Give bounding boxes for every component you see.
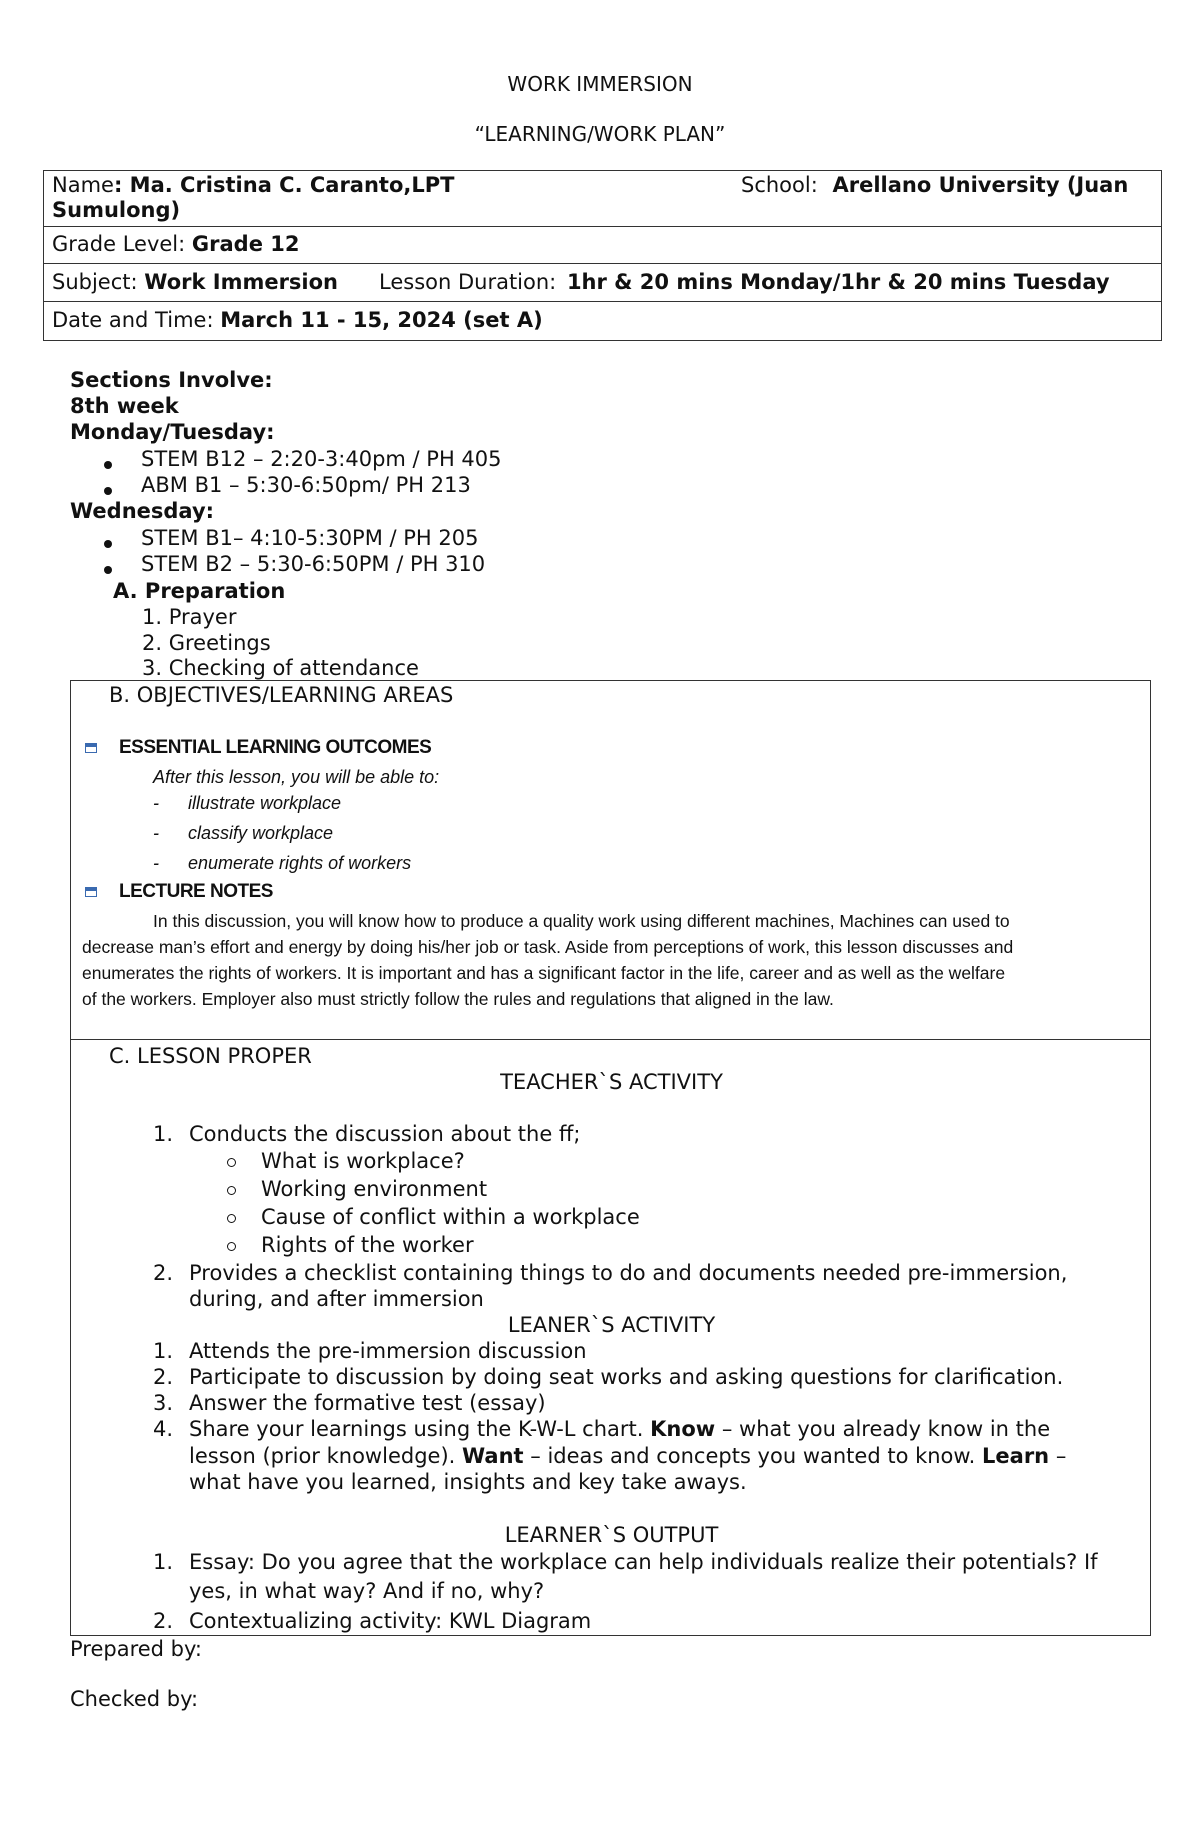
bullet-icon <box>104 461 112 469</box>
teacher-subitem: Working environment <box>261 1177 488 1201</box>
learner-heading: LEANER`S ACTIVITY <box>507 1313 716 1337</box>
preparation-item: 2. Greetings <box>142 631 271 655</box>
notes-line: enumerates the rights of workers. It is important and has a significant factor in the life, career and as well as the welfare <box>82 963 1006 983</box>
circle-bullet-icon <box>227 1242 236 1251</box>
info-table <box>43 170 1162 341</box>
name-continuation: Sumulong) <box>52 198 181 222</box>
kwl-text: – <box>1055 1444 1067 1468</box>
notes-line: decrease man’s effort and energy by doing his/her job or task. Aside from perceptions of work, this lesson discusses and <box>82 937 1014 957</box>
grade-label: Grade Level: <box>52 232 186 256</box>
kwl-text: lesson (prior knowledge). <box>189 1444 456 1468</box>
name-row <box>44 171 1161 226</box>
teacher-subitem: Cause of conflict within a workplace <box>261 1205 640 1229</box>
school-label: School: <box>741 173 818 197</box>
kwl-learn: Learn <box>982 1444 1050 1468</box>
subject-value: Work Immersion <box>144 270 339 294</box>
preparation-heading: A. Preparation <box>113 579 286 603</box>
preparation-item: 1. Prayer <box>142 605 237 629</box>
circle-bullet-icon <box>227 1158 236 1167</box>
preparation-item: 3. Checking of attendance <box>142 656 419 680</box>
bullet-icon <box>104 566 112 574</box>
circle-bullet-icon <box>227 1186 236 1195</box>
learner-item: Participate to discussion by doing seat works and asking questions for clarification. <box>189 1365 1064 1389</box>
day2-item: STEM B2 – 5:30-6:50PM / PH 310 <box>141 552 486 576</box>
notes-line: In this discussion, you will know how to produce a quality work using different machines, Machines can used to <box>153 911 1010 931</box>
document-subtitle: “LEARNING/WORK PLAN” <box>474 122 726 146</box>
kwl-text: Share your learnings using the K-W-L chart. <box>189 1417 644 1441</box>
checked-by: Checked by: <box>70 1687 199 1711</box>
elo-intro: After this lesson, you will be able to: <box>153 767 440 787</box>
teacher-heading: TEACHER`S ACTIVITY <box>500 1070 723 1094</box>
elo-item: illustrate workplace <box>188 793 342 813</box>
elo-item: enumerate rights of workers <box>188 853 412 873</box>
dash-marker: - <box>153 793 159 813</box>
bullet-icon <box>104 540 112 548</box>
list-number: 2. <box>153 1365 174 1389</box>
subject-label: Subject: <box>52 270 138 294</box>
grade-value: Grade 12 <box>191 232 300 256</box>
list-box-icon <box>85 743 97 753</box>
list-number: 1. <box>153 1550 174 1574</box>
duration-label: Lesson Duration: <box>379 270 557 294</box>
list-number: 1. <box>153 1339 174 1363</box>
circle-bullet-icon <box>227 1214 236 1223</box>
elo-heading: ESSENTIAL LEARNING OUTCOMES <box>119 737 432 758</box>
objectives-heading: B. OBJECTIVES/LEARNING AREAS <box>109 683 454 707</box>
list-number: 4. <box>153 1417 174 1441</box>
dash-marker: - <box>153 853 159 873</box>
kwl-text: – what you already know in the <box>721 1417 1051 1441</box>
date-value: March 11 - 15, 2024 (set A) <box>220 308 543 332</box>
teacher-subitem: What is workplace? <box>261 1149 465 1173</box>
school-value: Arellano University (Juan <box>832 173 1129 197</box>
list-number: 2. <box>153 1609 174 1633</box>
output-item-cont: yes, in what way? And if no, why? <box>189 1579 545 1603</box>
learner-item: Answer the formative test (essay) <box>189 1391 546 1415</box>
list-number: 2. <box>153 1261 174 1285</box>
learner-item-cont <box>189 1444 1066 1468</box>
learner-item <box>189 1417 1050 1441</box>
prepared-by: Prepared by: <box>70 1637 202 1661</box>
bullet-icon <box>104 487 112 495</box>
learner-item: Attends the pre-immersion discussion <box>189 1339 587 1363</box>
elo-item: classify workplace <box>188 823 334 843</box>
output-item: Contextualizing activity: KWL Diagram <box>189 1609 592 1633</box>
teacher-item-cont: during, and after immersion <box>189 1287 484 1311</box>
document-title: WORK IMMERSION <box>507 72 693 96</box>
date-label: Date and Time: <box>52 308 214 332</box>
day2-heading: Wednesday: <box>70 499 215 523</box>
lesson-box <box>70 1039 1151 1636</box>
kwl-want: Want <box>462 1444 524 1468</box>
list-number: 1. <box>153 1122 174 1146</box>
grade-row <box>44 226 1161 263</box>
sections-week: 8th week <box>70 394 179 418</box>
teacher-item: Provides a checklist containing things to do and documents needed pre-immersion, <box>189 1261 1068 1285</box>
sections-title: Sections Involve: <box>70 368 273 392</box>
name-label: Name <box>52 173 114 197</box>
list-number: 3. <box>153 1391 174 1415</box>
day1-item: ABM B1 – 5:30-6:50pm/ PH 213 <box>141 473 471 497</box>
kwl-text: – ideas and concepts you wanted to know. <box>530 1444 976 1468</box>
teacher-subitem: Rights of the worker <box>261 1233 474 1257</box>
date-row <box>44 301 1161 340</box>
notes-line: of the workers. Employer also must strictly follow the rules and regulations that aligned in the law. <box>82 989 834 1009</box>
learner-item-cont: what have you learned, insights and key take aways. <box>189 1470 747 1494</box>
lesson-heading: C. LESSON PROPER <box>109 1044 312 1068</box>
notes-heading: LECTURE NOTES <box>119 881 273 902</box>
output-heading: LEARNER`S OUTPUT <box>504 1523 719 1547</box>
objectives-box <box>70 680 1151 1040</box>
output-item: Essay: Do you agree that the workplace can help individuals realize their potentials? If <box>189 1550 1098 1574</box>
day2-item: STEM B1– 4:10-5:30PM / PH 205 <box>141 526 479 550</box>
duration-value: 1hr & 20 mins Monday/1hr & 20 mins Tuesday <box>566 270 1110 294</box>
teacher-item: Conducts the discussion about the ff; <box>189 1122 581 1146</box>
name-value: : Ma. Cristina C. Caranto,LPT <box>113 173 455 197</box>
dash-marker: - <box>153 823 159 843</box>
list-box-icon <box>85 887 97 897</box>
day1-heading: Monday/Tuesday: <box>70 420 275 444</box>
subject-row <box>44 263 1161 301</box>
day1-item: STEM B12 – 2:20-3:40pm / PH 405 <box>141 447 502 471</box>
kwl-know: Know <box>650 1417 716 1441</box>
